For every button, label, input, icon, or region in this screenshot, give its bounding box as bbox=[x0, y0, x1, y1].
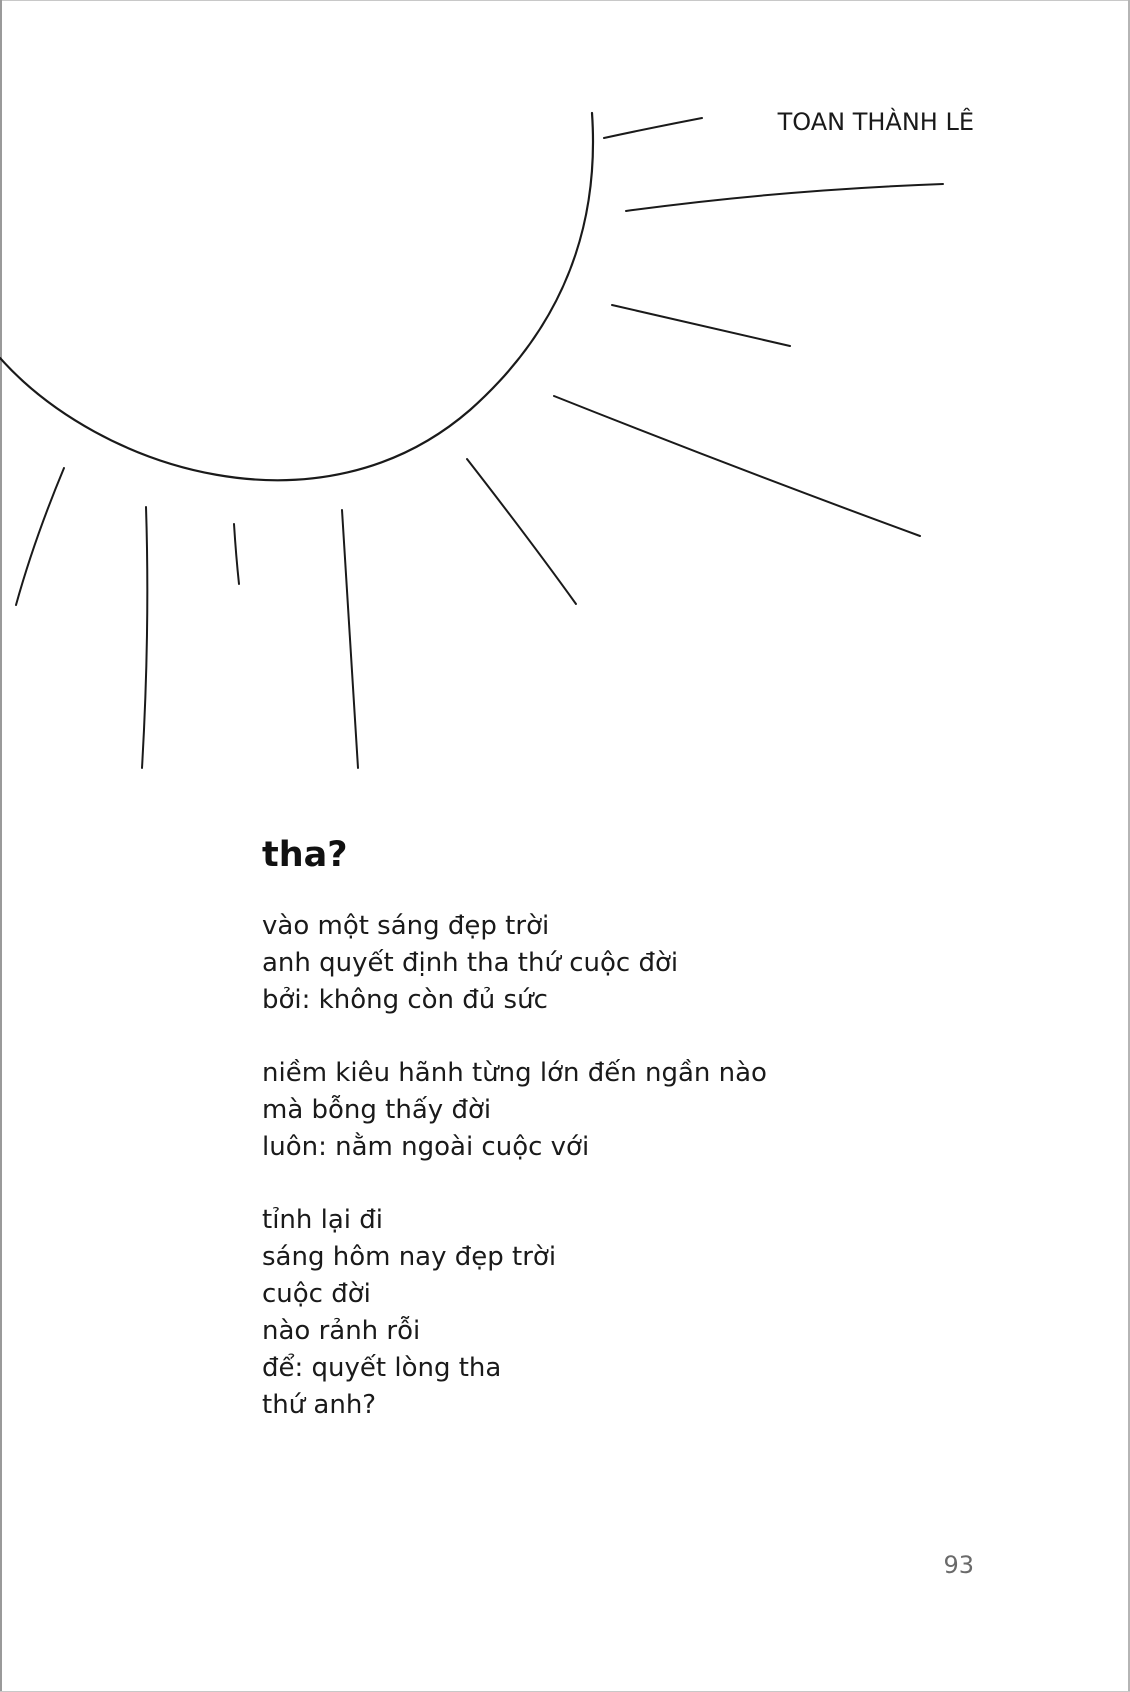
sun-ray bbox=[626, 184, 943, 211]
sun-ray bbox=[342, 510, 358, 768]
sun-ray bbox=[467, 459, 576, 604]
poem-line: cuộc đời bbox=[262, 1279, 371, 1309]
poem-line: nào rảnh rỗi bbox=[262, 1316, 421, 1346]
sun-ray bbox=[604, 118, 702, 138]
poem-line: để: quyết lòng tha bbox=[262, 1353, 502, 1383]
poem-line: mà bỗng thấy đời bbox=[262, 1095, 492, 1125]
poem-line: vào một sáng đẹp trời bbox=[262, 911, 550, 941]
sun-ray bbox=[142, 507, 147, 768]
stanza bbox=[262, 908, 767, 1019]
sun-ray bbox=[612, 305, 790, 346]
poem-line: anh quyết định tha thứ cuộc đời bbox=[262, 948, 679, 978]
poem bbox=[262, 832, 767, 1460]
poem-line: niềm kiêu hãnh từng lớn đến ngần nào bbox=[262, 1058, 767, 1088]
poem-title: tha? bbox=[262, 835, 348, 875]
poem-line: luôn: nằm ngoài cuộc với bbox=[262, 1132, 590, 1162]
running-head-author: TOAN THÀNH LÊ bbox=[777, 108, 974, 136]
sun-ray bbox=[234, 524, 239, 584]
stanza bbox=[262, 1202, 767, 1424]
page-number: 93 bbox=[943, 1551, 974, 1579]
sun-ray bbox=[554, 396, 920, 536]
poem-line: bởi: không còn đủ sức bbox=[262, 985, 548, 1015]
sun-arc bbox=[0, 113, 593, 480]
poem-line: tỉnh lại đi bbox=[262, 1205, 384, 1235]
poem-line: thứ anh? bbox=[262, 1390, 377, 1420]
stanza bbox=[262, 1055, 767, 1166]
poem-line: sáng hôm nay đẹp trời bbox=[262, 1242, 557, 1272]
sun-ray bbox=[16, 468, 64, 605]
